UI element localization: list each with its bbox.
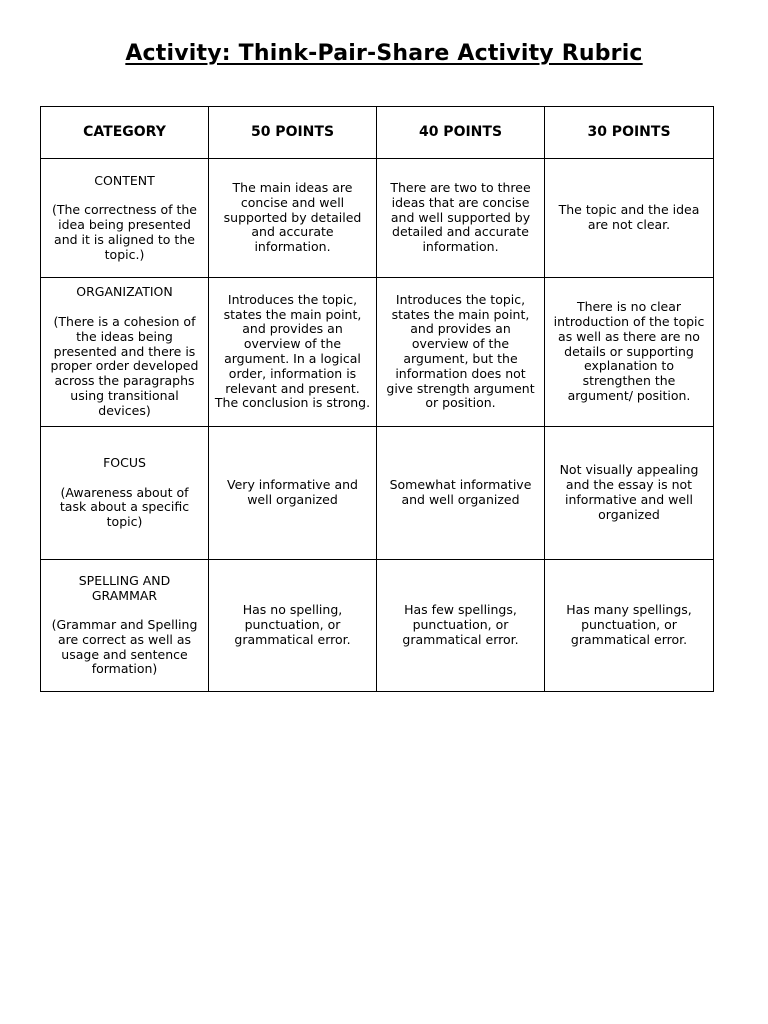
criteria-cell-30: The topic and the idea are not clear.: [545, 159, 714, 278]
category-cell-organization: [41, 278, 209, 427]
rubric-table: [40, 106, 714, 692]
criteria-cell-40: Introduces the topic, states the main point, and provides an overview of the argument, but the information does not give strength argument or position.: [377, 278, 545, 427]
criteria-cell-50: The main ideas are concise and well supported by detailed and accurate information.: [209, 159, 377, 278]
category-description: (Grammar and Spelling are correct as well as usage and sentence formation): [51, 617, 198, 677]
table-row: [41, 560, 714, 692]
criteria-cell-30: Not visually appealing and the essay is not informative and well organized: [545, 427, 714, 560]
page-title: Activity: Think-Pair-Share Activity Rubric: [125, 41, 643, 66]
criteria-cell-40: Has few spellings, punctuation, or grammatical error.: [377, 560, 545, 692]
category-name: ORGANIZATION: [76, 284, 173, 300]
criteria-cell-30: There is no clear introduction of the topic as well as there are no details or supporting explanation to strengthen the argument/ position.: [545, 278, 714, 427]
header-category: CATEGORY: [41, 107, 209, 159]
category-description: (There is a cohesion of the ideas being presented and there is proper order developed across the paragraphs using transitional devices): [50, 314, 199, 418]
header-50-points: 50 POINTS: [209, 107, 377, 159]
criteria-cell-30: Has many spellings, punctuation, or grammatical error.: [545, 560, 714, 692]
category-cell-spelling-grammar: [41, 560, 209, 692]
criteria-cell-50: Has no spelling, punctuation, or grammatical error.: [209, 560, 377, 692]
criteria-cell-50: Introduces the topic, states the main point, and provides an overview of the argument. In a logical order, information is relevant and present. The conclusion is strong.: [209, 278, 377, 427]
category-name: FOCUS: [103, 455, 146, 470]
criteria-cell-40: Somewhat informative and well organized: [377, 427, 545, 560]
category-name: SPELLING AND GRAMMAR: [78, 572, 171, 603]
category-cell-focus: [41, 427, 209, 560]
header-30-points: 30 POINTS: [545, 107, 714, 159]
table-header-row: [41, 107, 714, 159]
category-description: (The correctness of the idea being presented and it is aligned to the topic.): [51, 202, 197, 262]
table-row: [41, 278, 714, 427]
criteria-cell-40: There are two to three ideas that are concise and well supported by detailed and accurate information.: [377, 159, 545, 278]
category-description: (Awareness about of task about a specific topic): [59, 484, 190, 530]
header-40-points: 40 POINTS: [377, 107, 545, 159]
category-cell-content: [41, 159, 209, 278]
table-row: [41, 427, 714, 560]
category-name: CONTENT: [94, 172, 155, 188]
table-row: [41, 159, 714, 278]
criteria-cell-50: Very informative and well organized: [209, 427, 377, 560]
